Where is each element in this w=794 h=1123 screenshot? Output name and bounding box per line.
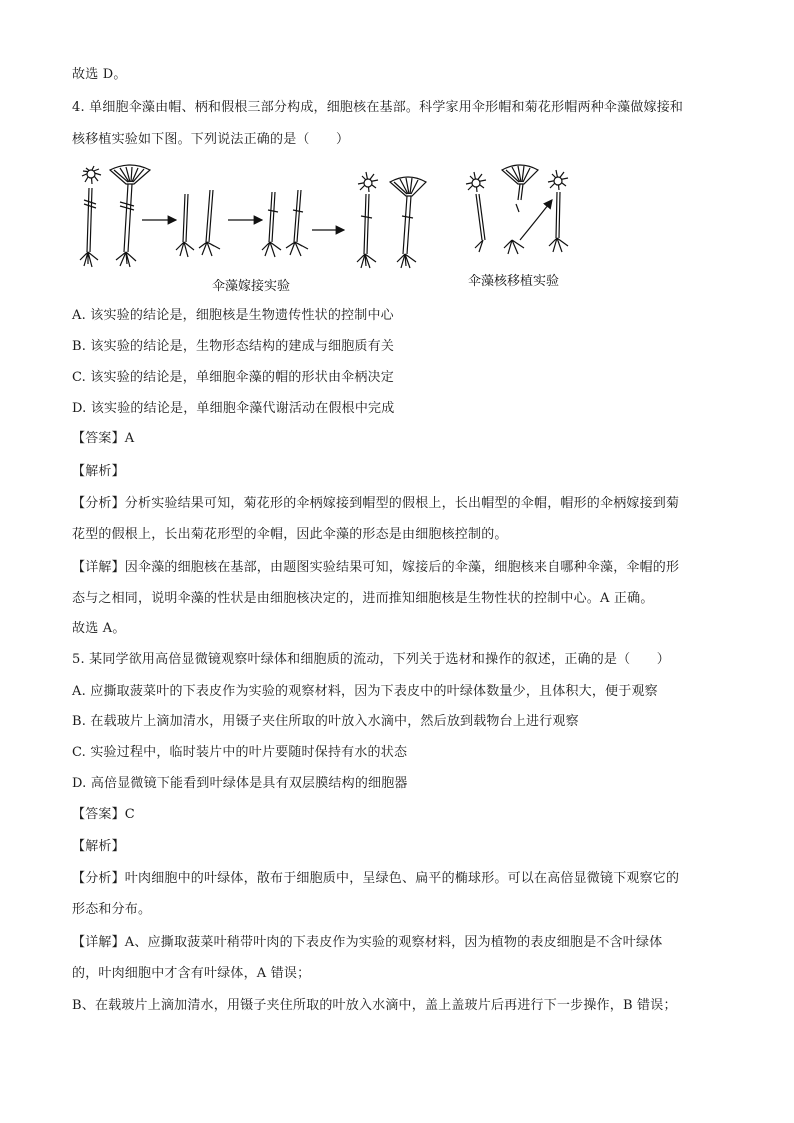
analysis-heading: 【解析】 bbox=[72, 464, 125, 479]
detail-text-cont: 态与之相同，说明伞藻的性状是由细胞核决定的，进而推知细胞核是生物性状的控制中心。A 正确。 bbox=[72, 591, 654, 606]
option-b: B. 该实验的结论是，生物形态结构的建成与细胞质有关 bbox=[72, 339, 395, 354]
alga-result-umbrella bbox=[390, 177, 426, 268]
text-line: 故选 A。 bbox=[72, 621, 126, 636]
detail-text: 【详解】A、应撕取菠菜叶稍带叶肉的下表皮作为实验的观察材料，因为植物的表皮细胞是不含叶绿体 bbox=[72, 935, 663, 950]
analysis-text: 【分析】分析实验结果可知，菊花形的伞柄嫁接到帽型的假根上，长出帽型的伞帽，帽形的伞柄嫁接到菊 bbox=[72, 496, 680, 511]
option-c: C. 该实验的结论是，单细胞伞藻的帽的形状由伞柄决定 bbox=[72, 370, 394, 385]
detail-text: 【详解】因伞藻的细胞核在基部，由题图实验结果可知，嫁接后的伞藻，细胞核来自哪种伞藻，伞帽的形 bbox=[72, 560, 680, 575]
grafting-caption: 伞藻嫁接实验 bbox=[212, 279, 291, 294]
detail-text-cont: 的，叶肉细胞中才含有叶绿体，A 错误； bbox=[72, 966, 311, 981]
option-d: D. 高倍显微镜下能看到叶绿体是具有双层膜结构的细胞器 bbox=[72, 776, 408, 791]
transplant-donor-chrysanthemum bbox=[466, 172, 486, 252]
option-a: A. 该实验的结论是，细胞核是生物遗传性状的控制中心 bbox=[72, 308, 394, 323]
analysis-text-cont: 花型的假根上，长出菊花形型的伞帽，因此伞藻的形态是由细胞核控制的。 bbox=[72, 527, 508, 542]
alga-umbrella-cap bbox=[110, 165, 150, 267]
transplant-result-chrysanthemum bbox=[548, 170, 568, 252]
option-c: C. 实验过程中，临时装片中的叶片要随时保持有水的状态 bbox=[72, 745, 408, 760]
answer: 【答案】A bbox=[72, 431, 135, 446]
grafted-stalks-2 bbox=[262, 190, 308, 257]
answer: 【答案】C bbox=[72, 807, 135, 822]
analysis-text-cont: 形态和分布。 bbox=[72, 902, 152, 917]
option-b: B. 在载玻片上滴加清水，用镊子夹住所取的叶放入水滴中，然后放到载物台上进行观察 bbox=[72, 714, 579, 729]
analysis-heading: 【解析】 bbox=[72, 839, 125, 854]
arrow bbox=[520, 200, 552, 240]
question-4-stem-cont: 核移植实验如下图。下列说法正确的是（ ） bbox=[72, 132, 350, 147]
question-5-stem: 5. 某同学欲用高倍显微镜观察叶绿体和细胞质的流动，下列关于选材和操作的叙述，正确的是（ ） bbox=[72, 652, 670, 667]
question-4-stem: 4. 单细胞伞藻由帽、柄和假根三部分构成，细胞核在基部。科学家用伞形帽和菊花形帽两种伞藻做嫁接和 bbox=[72, 100, 684, 115]
alga-chrysanthemum-cap bbox=[80, 166, 101, 267]
alga-result-chrysanthemum bbox=[357, 172, 378, 268]
transplant-caption: 伞藻核移植实验 bbox=[468, 274, 560, 289]
option-d: D. 该实验的结论是，单细胞伞藻代谢活动在假根中完成 bbox=[72, 401, 395, 416]
grafted-stalks-1 bbox=[176, 190, 220, 257]
detail-text-b: B、在载玻片上滴加清水，用镊子夹住所取的叶放入水滴中，盖上盖玻片后再进行下一步操作，B 错误； bbox=[72, 998, 677, 1013]
text-line: 故选 D。 bbox=[72, 67, 127, 82]
analysis-text: 【分析】叶肉细胞中的叶绿体，散布于细胞质中，呈绿色、扁平的椭球形。可以在高倍显微镜下观察它的 bbox=[72, 871, 680, 886]
option-a: A. 应撕取菠菜叶的下表皮作为实验的观察材料，因为下表皮中的叶绿体数量少，且体积大，便于观察 bbox=[72, 684, 658, 699]
transplant-donor-umbrella bbox=[502, 165, 538, 254]
